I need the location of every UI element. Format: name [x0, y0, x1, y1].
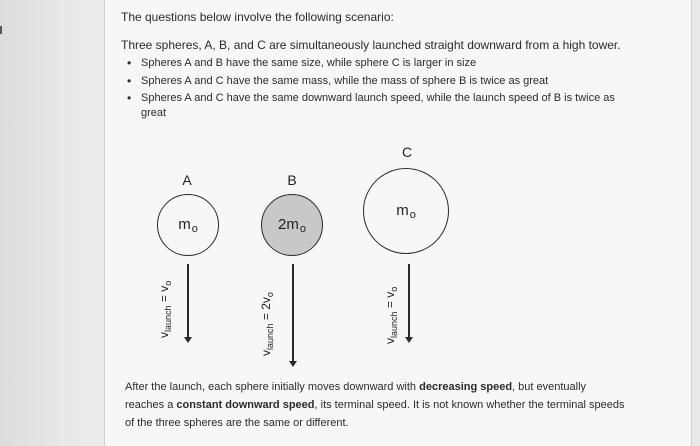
question-card: [104, 0, 692, 446]
sphere-a-velocity: $v_{launch} = v_o$: [157, 280, 173, 338]
sphere-b-label: B: [287, 172, 297, 188]
sphere-b-velocity: $v_{launch} = 2v_o$: [259, 292, 275, 356]
terminal-speed-paragraph: After the launch, each sphere initially moves downward with decreasing speed, but eventually reaches a constant downward speed, its terminal speed. It is not known whether the terminal speeds of the three spheres are the same or different.: [125, 381, 625, 429]
intro-text: The questions below involve the following scenario:: [121, 10, 394, 24]
sphere-c: [363, 168, 449, 254]
sphere-b-arrow: [292, 264, 294, 362]
condition-item-speed: • Spheres A and C have the same downward launch speed, while the launch speed of B is twice as great: [127, 91, 627, 120]
sphere-c-arrow: [408, 264, 410, 338]
sphere-b-mass: $2m_o$: [278, 215, 306, 235]
sphere-c-mass: $m_o$: [396, 201, 416, 221]
condition-item-mass: • Spheres A and C have the same mass, while the mass of sphere B is twice as great: [127, 74, 627, 89]
sphere-b: [261, 194, 323, 256]
sphere-a-arrow: [187, 264, 189, 338]
sphere-a: [157, 194, 219, 256]
sphere-c-velocity: $v_{launch} = v_o$: [383, 286, 399, 344]
condition-item-size: • Spheres A and B have the same size, while sphere C is larger in size: [127, 56, 627, 71]
emphasis-decreasing-speed: decreasing speed: [419, 381, 513, 393]
scenario-text: Three spheres, A, B, and C are simultaneously launched straight downward from a high tower.: [121, 38, 621, 52]
spheres-figure: [105, 130, 693, 370]
edge-marker: [0, 26, 6, 34]
emphasis-constant-speed: constant downward speed: [176, 399, 315, 411]
sphere-a-mass: $m_o$: [178, 215, 198, 235]
condition-list: [127, 56, 627, 123]
sphere-c-label: C: [401, 144, 413, 160]
left-gutter: [0, 0, 104, 446]
sphere-a-label: A: [182, 172, 192, 188]
